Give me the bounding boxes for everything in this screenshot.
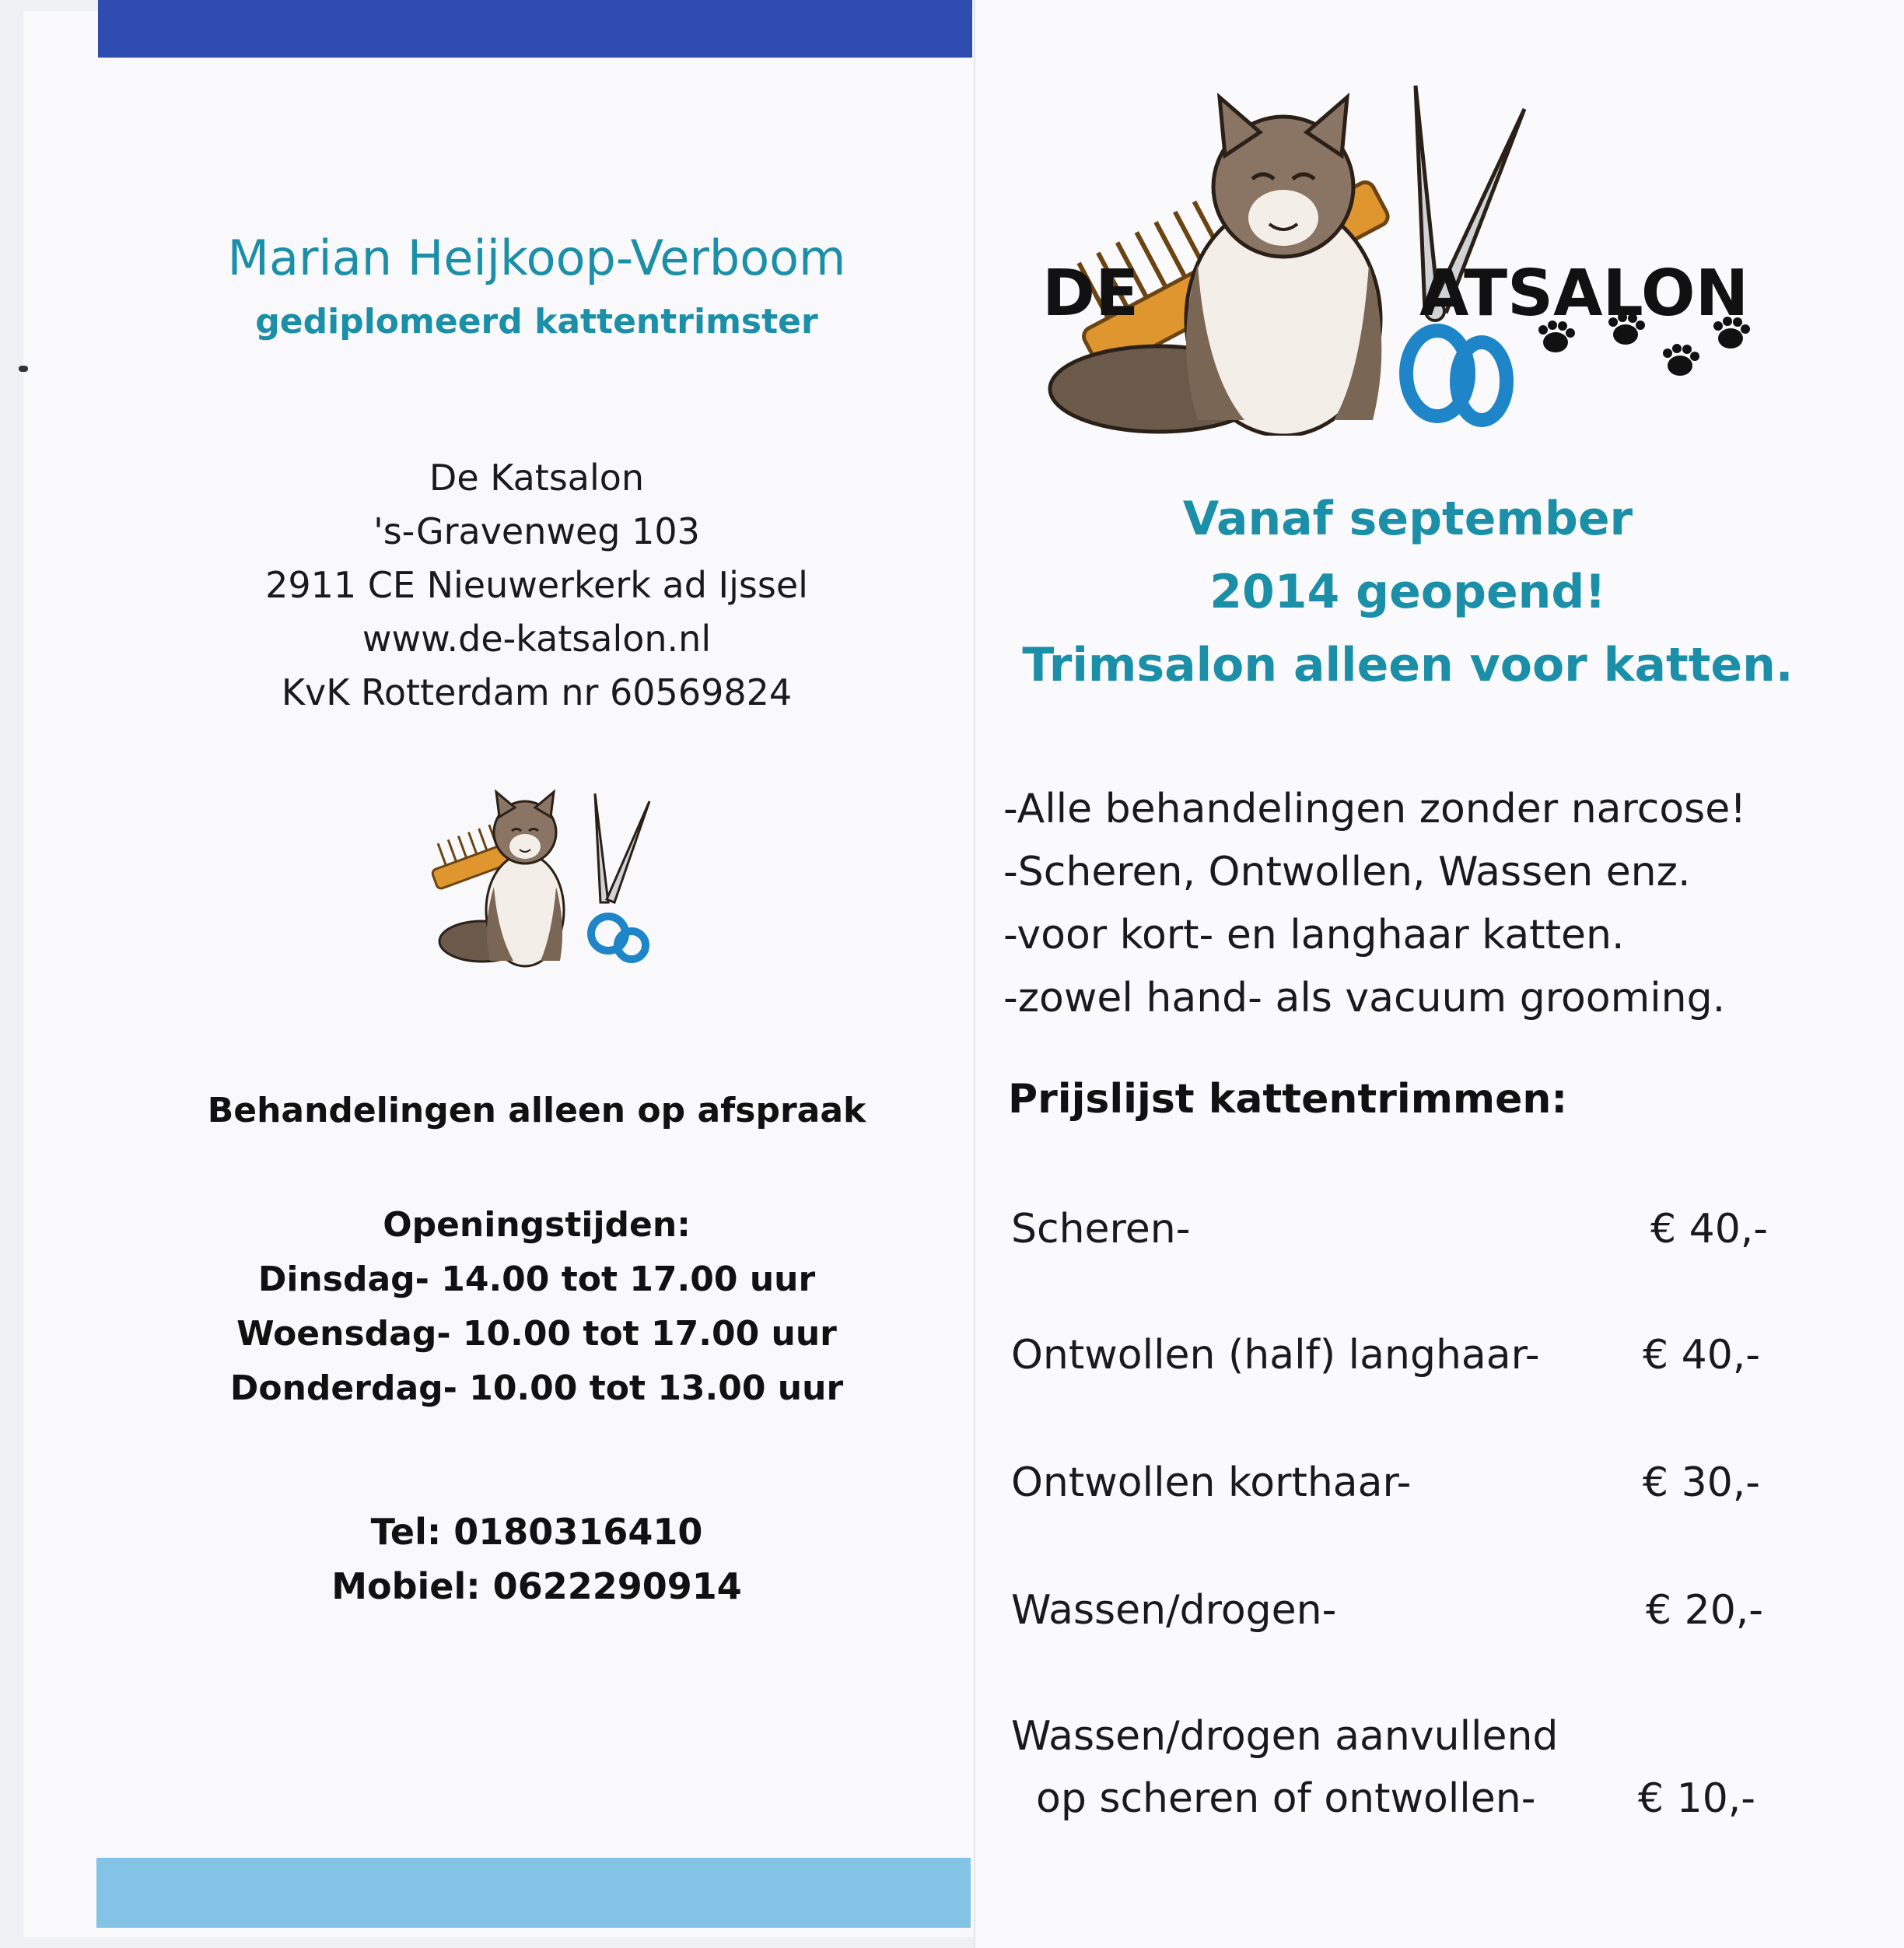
headline-line-1: Vanaf september xyxy=(1182,492,1633,546)
opening-hours-heading: Openingstijden: xyxy=(383,1205,691,1245)
price-item-name: Ontwollen (half) langhaar- xyxy=(1011,1332,1540,1379)
telephone: Tel: 0180316410 xyxy=(370,1511,703,1553)
price-item-value: € 10,- xyxy=(1638,1775,1756,1822)
price-item-value: € 40,- xyxy=(1643,1332,1761,1379)
price-item-name: Ontwollen korthaar- xyxy=(1011,1459,1412,1506)
hours-tuesday: Dinsdag- 14.00 tot 17.00 uur xyxy=(257,1260,816,1299)
street-address: 's-Gravenweg 103 xyxy=(373,510,700,552)
price-item-name: Wassen/drogen aanvullend xyxy=(1011,1713,1559,1760)
price-item-name: Wassen/drogen- xyxy=(1011,1587,1337,1634)
website-link[interactable]: www.de-katsalon.nl xyxy=(362,618,712,660)
small-cat-logo-icon xyxy=(428,786,661,972)
logo-text-atsalon: ATSALON xyxy=(1419,257,1749,331)
feature-item: -zowel hand- als vacuum grooming. xyxy=(1003,975,1726,1021)
opening-hours xyxy=(101,1198,972,1416)
price-item-name-line2: op scheren of ontwollen- xyxy=(1036,1775,1536,1822)
contact-block xyxy=(101,1505,972,1613)
address-block xyxy=(101,451,972,720)
feature-item: -Alle behandelingen zonder narcose! xyxy=(1003,786,1747,832)
top-color-band xyxy=(98,0,972,58)
logo-text-de: DE xyxy=(1042,257,1139,331)
scan-speck xyxy=(19,366,28,372)
mobile: Mobiel: 0622290914 xyxy=(331,1565,742,1607)
company-name: De Katsalon xyxy=(429,457,645,499)
opening-headline xyxy=(980,482,1836,702)
owner-name: Marian Heijkoop-Verboom xyxy=(227,229,846,286)
price-item-value: € 40,- xyxy=(1650,1206,1769,1253)
price-item-value: € 30,- xyxy=(1643,1459,1761,1506)
price-item-name: Scheren- xyxy=(1011,1206,1191,1253)
price-item-value: € 20,- xyxy=(1646,1587,1764,1634)
city-address: 2911 CE Nieuwerkerk ad Ijssel xyxy=(265,564,808,606)
feature-item: -voor kort- en langhaar katten. xyxy=(1003,912,1625,958)
pricelist-title: Prijslijst kattentrimmen: xyxy=(1008,1076,1568,1123)
owner-title: gediplomeerd kattentrimster xyxy=(255,302,818,342)
feature-list xyxy=(1003,778,1746,1030)
bottom-color-band xyxy=(96,1858,971,1928)
feature-item: -Scheren, Ontwollen, Wassen enz. xyxy=(1003,849,1691,895)
kvk-number: KvK Rotterdam nr 60569824 xyxy=(281,671,793,713)
hours-wednesday: Woensdag- 10.00 tot 17.00 uur xyxy=(236,1314,837,1354)
appointment-note: Behandelingen alleen op afspraak xyxy=(207,1091,866,1130)
headline-line-2: 2014 geopend! xyxy=(1209,565,1606,619)
hours-thursday: Donderdag- 10.00 tot 13.00 uur xyxy=(229,1368,844,1408)
headline-line-3: Trimsalon alleen voor katten. xyxy=(1022,638,1794,692)
